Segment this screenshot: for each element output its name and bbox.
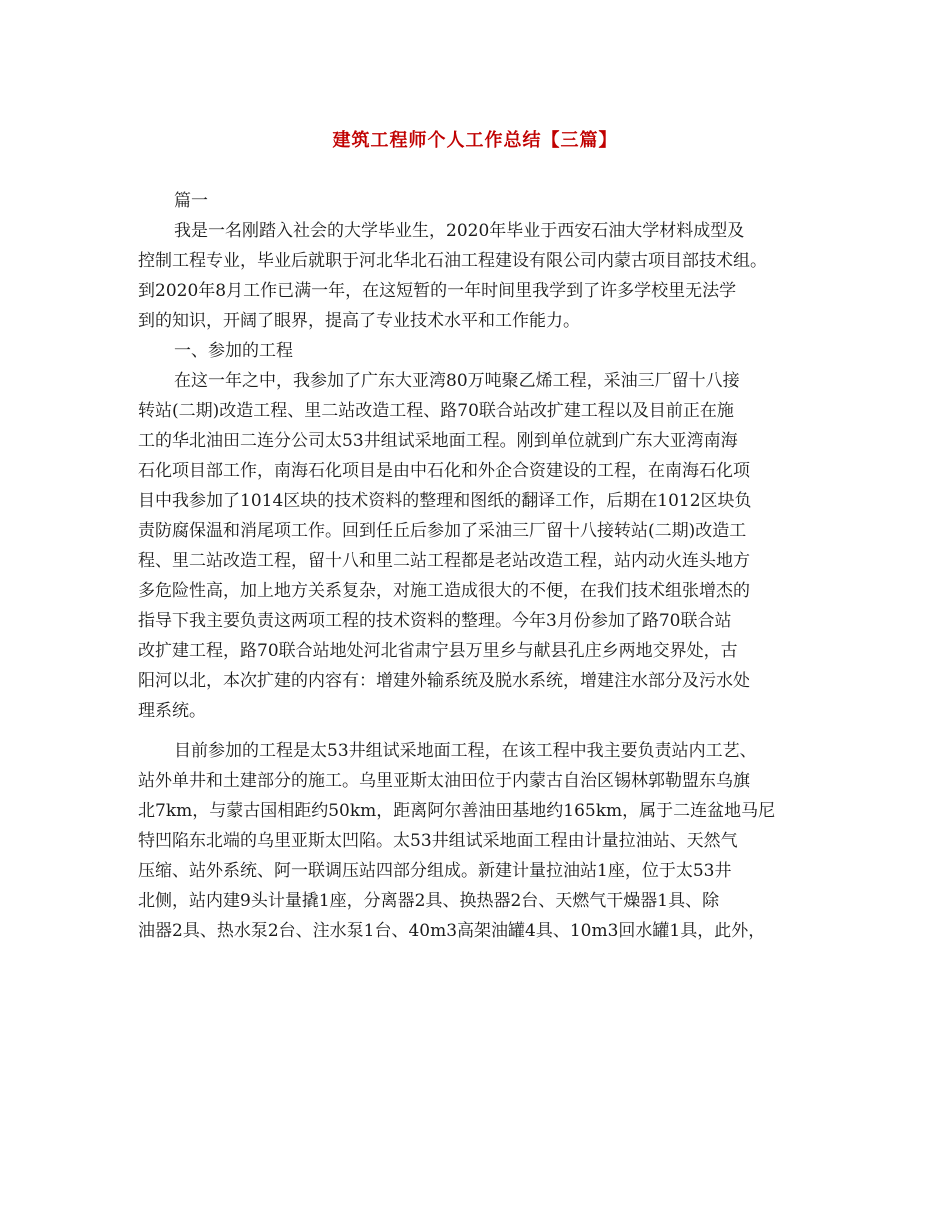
document-title: 建筑工程师个人工作总结【三篇】 — [332, 130, 618, 151]
paragraph-line: 特凹陷东北端的乌里亚斯太凹陷。太53井组试采地面工程由计量拉油站、天然气 — [138, 831, 738, 851]
paragraph-line: 油器2具、热水泵2台、注水泵1台、40m3高架油罐4具、10m3回水罐1具，此外， — [138, 921, 766, 941]
section-heading: 一、参加的工程 — [174, 341, 293, 361]
paragraph-line: 阳河以北，本次扩建的内容有：增建外输系统及脱水系统，增建注水部分及污水处 — [138, 671, 750, 691]
paragraph-line: 转站(二期)改造工程、里二站改造工程、路70联合站改扩建工程以及目前正在施 — [138, 401, 734, 421]
paragraph-line: 目中我参加了1014区块的技术资料的整理和图纸的翻译工作，后期在1012区块负 — [138, 491, 752, 511]
paragraph-line: 站外单井和土建部分的施工。乌里亚斯太油田位于内蒙古自治区锡林郭勒盟东乌旗 — [138, 771, 750, 791]
paragraph-line: 到的知识，开阔了眼界，提高了专业技术水平和工作能力。 — [138, 311, 580, 331]
paragraph-line: 目前参加的工程是太53井组试采地面工程，在该工程中我主要负责站内工艺、 — [174, 741, 757, 761]
paragraph-line: 控制工程专业，毕业后就职于河北华北石油工程建设有限公司内蒙古项目部技术组。 — [138, 251, 767, 271]
paragraph-line: 压缩、站外系统、阿一联调压站四部分组成。新建计量拉油站1座，位于太53井 — [138, 861, 732, 881]
section-label: 篇一 — [174, 191, 208, 211]
paragraph-line: 改扩建工程，路70联合站地处河北省肃宁县万里乡与献县孔庄乡两地交界处，古 — [138, 641, 738, 661]
paragraph-line: 程、里二站改造工程，留十八和里二站工程都是老站改造工程，站内动火连头地方 — [138, 551, 750, 571]
paragraph-line: 指导下我主要负责这两项工程的技术资料的整理。今年3月份参加了路70联合站 — [138, 611, 732, 631]
paragraph-line: 责防腐保温和消尾项工作。回到任丘后参加了采油三厂留十八接转站(二期)改造工 — [138, 521, 747, 541]
paragraph-line: 在这一年之中，我参加了广东大亚湾80万吨聚乙烯工程，采油三厂留十八接 — [174, 371, 740, 391]
paragraph-1 — [138, 216, 818, 336]
paragraph-3 — [138, 736, 818, 946]
paragraph-line: 多危险性高，加上地方关系复杂，对施工造成很大的不便，在我们技术组张增杰的 — [138, 581, 750, 601]
paragraph-line: 我是一名刚踏入社会的大学毕业生，2020年毕业于西安石油大学材料成型及 — [174, 221, 745, 241]
paragraph-line: 北7km，与蒙古国相距约50km，距离阿尔善油田基地约165km，属于二连盆地马尼 — [138, 801, 776, 821]
document-body — [138, 186, 818, 946]
paragraph-line: 石化项目部工作，南海石化项目是由中石化和外企合资建设的工程，在南海石化项 — [138, 461, 750, 481]
paragraph-line: 理系统。 — [138, 701, 206, 721]
paragraph-line: 工的华北油田二连分公司太53井组试采地面工程。刚到单位就到广东大亚湾南海 — [138, 431, 738, 451]
paragraph-2 — [138, 366, 818, 726]
paragraph-line: 到2020年8月工作已满一年，在这短暂的一年时间里我学到了许多学校里无法学 — [138, 281, 737, 301]
paragraph-line: 北侧，站内建9头计量撬1座，分离器2具、换热器2台、天燃气干燥器1具、除 — [138, 891, 720, 911]
